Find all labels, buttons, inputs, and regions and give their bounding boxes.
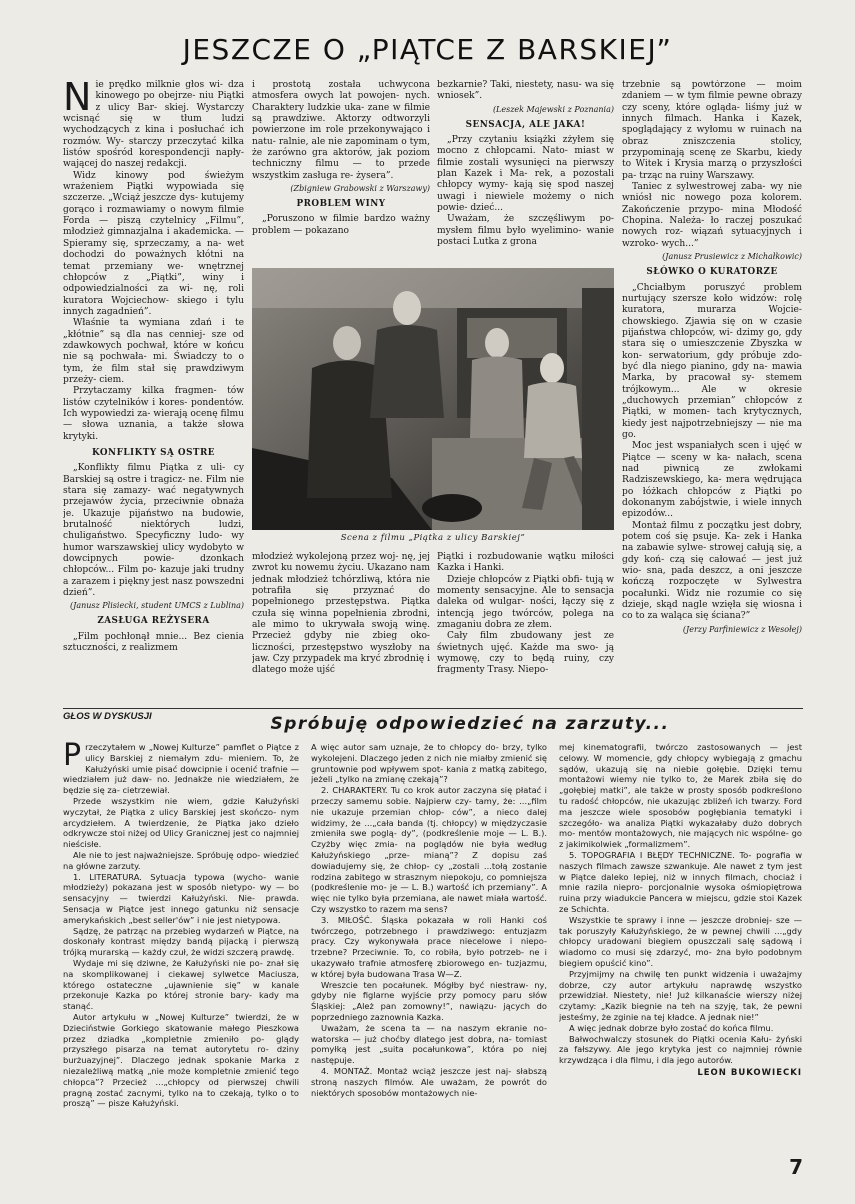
paragraph: 3. MIŁOŚĆ. Śląska pokazała w roli Hanki coś twórczego, potrzebnego i prawdziwego: entuzjazm pracy. Czy wykonywała prace niecelowe i niepo- trzebne? Przeciwnie. To, co robiła, było potrzeb- ne i ukazywało trafnie atmosferę zbiorowego en- tuzjazmu, w której była budowana Trasa W—Z.: [311, 914, 547, 979]
paragraph: Uważam, że scena ta — na naszym ekranie no- watorska — już choćby dlatego jest dobra, na- tomiast pomyłką jest „suita pocałunkowa”, która po niej następuje.: [311, 1022, 547, 1066]
paragraph: „Film pochłonął mnie... Bez cienia sztuczności, z realizmem: [63, 631, 244, 654]
paragraph: 1. LITERATURA. Sytuacja typowa (wycho- wanie młodzieży) pokazana jest w sposób nietypo- wy — bo sensacyjny — twierdzi Kałużyński. Nie- prawda. Sensacja w Piątce jest innego gatunku niż sensacje amerykańskich „best seller'ów” i nie jest nietypowa.: [63, 871, 299, 925]
paragraph: „Poruszono w filmie bardzo ważny problem — pokazano: [252, 214, 430, 236]
paragraph: Przytaczamy kilka fragmen- tów listów czytelników i kores- pondentów. Ich wypowiedzi za- wierają ocenę filmu — słowa uznania, a także słowa krytyki.: [63, 386, 244, 442]
paragraph: 2. CHARAKTERY. Tu co krok autor zaczyna się płatać i przeczy samemu sobie. Najpierw czy- tamy, że: ...„film nie ukazuje przemian chłop- ców”, a nieco dalej widzimy, że ...„cała banda (tj. chłopcy) w międzyczasie zmieniła swe poglą- dy”, (podkreślenie moje — L. B.). Czyżby więc zmia- na poglądów nie była według Kałużyńskiego „prze- mianą”? Z dopisu zaś dowiadujemy się, że chłop- cy „zostali ...tołą zostanie rodzina zabitego w strasznym niepokoju, co pomniejsza (podkreślenie mo- je — L. B.) wartość ich przemiany”. A więc nie tylko była przemiana, ale nawet miała wartość. Czy wszystko to razem ma sens?: [311, 785, 547, 914]
drop-cap: N: [63, 80, 92, 119]
paragraph: trzebnie są powtórzone — moim zdaniem — w tym filmie pewne obrazy czy sceny, które ogląda- liśmy już w innych filmach. Hanka i Kazek, spoglądający z wyłomu w ruinach na obraz zniszczenia stolicy, przypominają scenę ze Skarbu, kiedy to Witek i Krysia marzą o przyszłości pa- trząc na ruiny Warszawy.: [622, 80, 802, 181]
paragraph: Wydaje mi się dziwne, że Kałużyński nie po- znał się na skomplikowanej i ciekawej sylwetce Maciusza, którego ostateczne „ujawnienie się” w kanale przekonuje Kazka po której stronie bary- kady ma stanąć.: [63, 957, 299, 1012]
page-number: 7: [789, 1155, 803, 1179]
paragraph: Wszystkie te sprawy i inne — jeszcze drobniej- sze — tak poruszyły Kałużyńskiego, że w pewnej chwili ...„gdy chłopcy uradowani biegiem opuszczali salę sądową i wiadomo co musi się zdarzyć, mo- żna było podobnym biegiem opuścić kino”.: [559, 914, 802, 968]
response-column-1: [63, 742, 299, 1152]
photo-caption: Scena z filmu „Piątka z ulicy Barskiej”: [340, 533, 526, 543]
film-scene-image: [252, 268, 614, 530]
paragraph: Taniec z sylwestrowej zaba- wy nie wniósł nic nowego poza kolorem. Zakończenie przypo- mina Młodość Chopina. Należa- ło raczej poszukać nowych roz- wiązań sytuacyjnych i wzroko- wych...”: [622, 182, 802, 249]
subheading: PROBLEM WINY: [296, 199, 386, 210]
paragraph: Ale nie to jest najważniejsze. Spróbuję odpo- wiedzieć na główne zarzuty.: [63, 849, 299, 871]
paragraph: Nie prędko milknie głos wi- dza kinowego po obejrze- niu Piątki z ulicy Bar- skiej. Wystarczy wcisnąć się w tłum ludzi wychodzących z kina i posłuchać ich rozmów. Wy- starczy przeczytać kilka listów spośród korespondencji napły- wającej do naszej redakcji.: [63, 80, 244, 170]
response-column-2: [311, 742, 547, 1152]
paragraph: Cały film zbudowany jest ze świetnych ujęć. Każde ma swo- ją wymowę, czy to będą ruiny, czy fragmenty Trasy. Niepo-: [437, 631, 614, 676]
paragraph: „Konflikty filmu Piątka z uli- cy Barskiej są ostre i tragicz- ne. Film nie stara się zamazy- wać negatywnych przejawów życia, przeciwnie obnaża je. Ukazuje pijaństwo na budowie, brutalność niektórych ludzi, chuligaństwo. Specyficzny ludo- wy humor warszawskiej ulicy wydobyto w dowcipnych powie- dzonkach chłopców... Film po- kazuje jaki trudny a zarazem i piękny jest nasz powszedni dzień”.: [63, 463, 244, 599]
subheading: ZASŁUGA REŻYSERA: [97, 616, 210, 627]
article-column-3-continued: [437, 552, 614, 702]
paragraph: „Przy czytaniu książki zżyłem się mocno z chłopcami. Nato- miast w filmie zostali wysunięci na pierwszy plan Kazek i Ma- rek, a pozostali chłopcy wymy- kają się spod naszej uwagi i niewiele możemy o nich powie- dzieć...: [437, 135, 614, 214]
subheading: SENSACJA, ALE JAKA!: [465, 119, 586, 130]
section-title: Spróbuję odpowiedzieć na zarzuty...: [270, 714, 670, 734]
paragraph: i prostotą została uchwycona atmosfera owych lat powojen- nych. Charaktery ludzkie uka- zane w filmie są prawdziwe. Aktorzy odtworzyli powierzone im role przekonywająco i natu- ralnie, ale nie zapominam o tym, że zarówno gra aktorów, jak poziom techniczny filmu — to przede wszystkim zasługa re- żysera”.: [252, 80, 430, 181]
paragraph: bezkarnie? Taki, niestety, nasu- wa się wniosek”.: [437, 80, 614, 102]
paragraph: Sądzę, że patrząc na przebieg wydarzeń w Piątce, na doskonały kontrast między bandą pijacką i pierwszą trójką murarską — każdy czuł, że widzi szczerą prawdę.: [63, 925, 299, 958]
paragraph: Bałwochwalczy stosunek do Piątki ocenia Kału- żyński za fałszywy. Ale jego krytyka jest co najmniej równie krzywdząca i dla filmu, i dla jego autorów.: [559, 1033, 802, 1066]
paragraph: Montaż filmu z początku jest dobry, potem coś się psuje. Ka- zek i Hanka na zabawie sylwe- strowej całują się, a gdy koń- czą się całować — jest już wio- sna, pada deszcz, a oni jeszcze kończą rozpoczęte w Sylwestra pocałunki. Widz nie rozumie co się dzieje, skąd nagle wzięła się wiosna i co to za waląca się ściana?”: [622, 520, 802, 622]
letter-signature: (Leszek Majewski z Poznania): [492, 104, 614, 114]
paragraph: Autor artykułu w „Nowej Kulturze” twierdzi, że w Dzieciństwie Gorkiego skatowanie małego Pieszkowa przez dziadka „kompletnie zmieniło po- glądy przyszłego pisarza na temat autorytetu ro- dziny burżuazyjnej”. Dlaczego jednak spokanie Marka z niezależliwą matką „nie może kompletnie zmienić tego chłopca”? Przecież ...„chłopcy od pierwszej chwili pragną zostać zacnymi, tylko na to czekają, tylko o to proszą” — pisze Kałużyński.: [63, 1011, 299, 1109]
subheading: KONFLIKTY SĄ OSTRE: [91, 448, 215, 458]
paragraph: Dzieje chłopców z Piątki obfi- tują w momenty sensacyjne. Ale to sensacja daleka od wulgar- ności, łączy się z intencją jego twórców, polega na zmaganiu dobra ze złem.: [437, 574, 614, 631]
article-column-4: [622, 80, 802, 702]
subheading: SŁÓWKO O KURATORZE: [646, 267, 778, 278]
response-column-3: [559, 742, 802, 1152]
article-column-2: [252, 80, 430, 268]
paragraph: Przeczytałem w „Nowej Kulturze” pamflet o Piątce z ulicy Barskiej z niemałym zdu- mieniem. To, że Kałużyński umie pisać dowcipnie i ocenić trafnie — wiedziałem już daw- no. Jednakże nie wiedziałem, że będzie się za- cietrzewiał.: [63, 742, 299, 796]
paragraph: Uważam, że szczęśliwym po- mysłem filmu było wyelimino- wanie postaci Lutka z grona: [437, 214, 614, 248]
drop-cap: P: [63, 742, 82, 773]
paragraph: Przede wszystkim nie wiem, gdzie Kałużyński wyczytał, że Piątka z ulicy Barskiej jest skończo- nym arcydziełem. A twierdzenie, że Piątka jako dzieło odkrywcze stoi niżej od Ulicy Granicznej jest co najmniej nieścisłe.: [63, 795, 299, 850]
paragraph: mej kinematografii, twórczo zastosowanych — jest celowy. W momencie, gdy chłopcy wybiegają z gmachu sądów, ukazują się na niebie gołębie. Dzięki temu montażowi wiemy nie tylko to, że Marek zbiła się do „gołębiej matki”, ale także w prosty sposób podkreślono tu radość chłopców, nie ukazując zbliżeń ich twarzy. Ford ma jeszcze wiele sposobów pogłębiania tematyki i szczegóło- wa analiza Piątki wykazałaby dużo dobrych mo- mentów montażowych, nie mających nic wspólne- go z jakimikolwiek „formalizmem”.: [559, 742, 802, 850]
article-column-2-continued: [252, 552, 430, 702]
paragraph: A więc autor sam uznaje, że to chłopcy do- brzy, tylko wykolejeni. Dlaczego jeden z nich nie miałby zmienić się gruntownie pod wpływem spot- kania z matką zabitego, jeżeli „tylko na zmianę czekają”?: [311, 742, 547, 785]
section-divider: [63, 708, 803, 709]
paragraph: „Chciałbym poruszyć problem nurtujący szersze koło widzów: rolę kuratora, murarza Wojcie- chowskiego. Zjawia się on w czasie pijaństwa chłopców, wi- dzimy go, gdy stara się o umieszczenie Zbyszka w kon- serwatorium, gdy próbuje zdo- być dla niego pianino, gdy na- mawia Marka, by pracował sy- stemem trójkowym... Ale w okresie „duchowych przemian” chłopców z Piątki, w momen- tach krytycznych, kiedy jest najpotrzebniejszy — nie ma go.: [622, 282, 802, 440]
paragraph: Widz kinowy pod świeżym wrażeniem Piątki wypowiada się szczerze. „Wciąż jeszcze dys- kutujemy gorąco i rozmawiamy o nowym filmie Forda — piszą czytelnicy „Filmu”, młodzież gimnazjalna i akademicka. — Spieramy się, sprzeczamy, a na- wet dochodzi do poważnych kłótni na temat przemiany we- wnętrznej chłopców z „Piątki”, winy i odpowiedzialności za wi- nę, roli kuratora Wojciechow- skiego i tylu innych zagadnień”.: [63, 170, 244, 317]
paragraph: 5. TOPOGRAFIA I BŁĘDY TECHNICZNE. To- pografia w naszych filmach zawsze szwankuje. Ale nawet z tym jest w Piątce dalеko lepiej, niż w innych filmach, chociaż i mnie razila niepro- porcjonalnie wysoka ośmiopiętrowa ruina przy wiadukcie Pancera w miejscu, gdzie stoi Kazek ze Schichta.: [559, 849, 802, 914]
paragraph: Właśnie ta wymiana zdań i te „kłótnie” są dla nas cenniej- sze od zdawkowych pochwał, które w końcu nie są pochwała- mi. Świadczy to o tym, że film stał się prawdziwym przeży- ciem.: [63, 318, 244, 385]
article-column-1: [63, 80, 244, 702]
author-signature: LEON BUKOWIECKI: [697, 1067, 802, 1078]
article-headline: JESZCZE O „PIĄTCE Z BARSKIEJ”: [182, 33, 673, 66]
letter-signature: (Janusz Plisiecki, student UMCS z Lublina): [70, 601, 244, 611]
film-still-photo: [252, 268, 614, 530]
paragraph: młodzież wykolejoną przez woj- nę, jej zwrot ku nowemu życiu. Ukazano nam jednak młodzież tchórzliwą, która nie potrafiła się przyznać do popełnionego przestępstwa. Piątka czuła się winna popełnienia zbrodni, ale mimo to ukrywała swoją winę. Przecież gdyby nie zbieg oko- liczności, przestępstwo wyszłoby na jaw. Czy przypadek ma kryć zbrodnię i dlatego może ujść: [252, 552, 430, 676]
paragraph: 4. MONTAŻ. Montaż wciąż jeszcze jest naj- słabszą stroną naszych filmów. Ale uważam, że powrót do niektórych sposobów montażowych nie-: [311, 1065, 547, 1098]
article-column-3: [437, 80, 614, 268]
paragraph: Przyjmijmy na chwilę ten punkt widzenia i uważajmy dobrze, czy autor artykułu naprawdę wszystko przewidział. Niestety, nie! Już kilkanaście wierszy niżej czytamy: „Kazik biegnie na teh na szyję, tak, że pewni jesteśmy, że zginie na tej kładce. A jednak nie!”: [559, 968, 802, 1022]
paragraph: A więc jednak dobrze było zostać do końca filmu.: [569, 1022, 774, 1033]
paragraph: Wreszcie ten pocałunek. Mógłby być niestraw- ny, gdyby nie figlarne wyjście przy pomocy paru słów Śląskiej: „Ależ pan zomowny!”, nawiązu- jących do poprzedniego zaznownia Kazka.: [311, 979, 547, 1022]
letter-signature: (Janusz Prusiewicz z Michałkowic): [662, 252, 802, 262]
letter-signature: (Zbigniew Grabowski z Warszawy): [290, 184, 430, 194]
paragraph: Piątki i rozbudowanie wątku miłości Kazka i Hanki.: [437, 552, 614, 574]
section-label: GŁOS W DYSKUSJI: [63, 711, 152, 722]
paragraph: Moc jest wspaniałych scen i ujęć w Piątce — sceny w ka- nałach, scena nad piwnicą ze zwłokami Radziszewskiego, ka- mera wędrująca po łóżkach chłopców z Piątki po dokonanym zabójstwie, i wiele innych epizodów...: [622, 441, 802, 520]
letter-signature: (Jerzy Parfiniewicz z Wesołej): [682, 624, 802, 634]
